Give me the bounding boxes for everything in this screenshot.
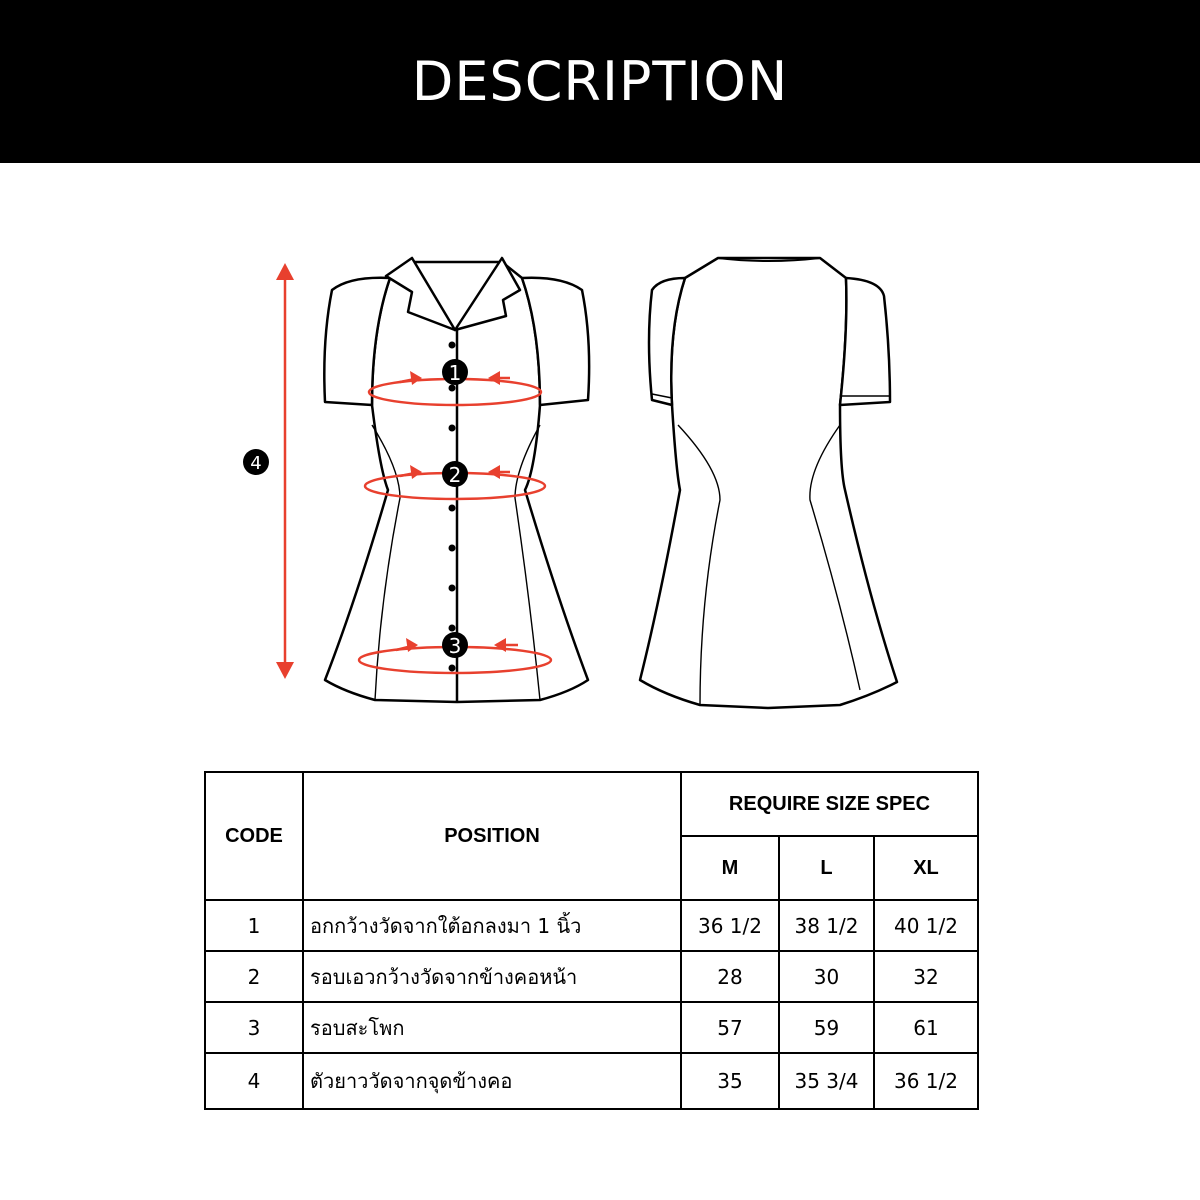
svg-text:2: 2	[448, 463, 462, 487]
marker-3	[442, 632, 468, 658]
row-value-m: 36 1/2	[681, 900, 779, 951]
row-position: อกกว้างวัดจากใต้อกลงมา 1 นิ้ว	[303, 900, 681, 951]
row-value-l: 59	[779, 1002, 874, 1053]
row-value-l: 35 3/4	[779, 1053, 874, 1109]
row-position: รอบเอวกว้างวัดจากข้างคอหน้า	[303, 951, 681, 1002]
row-position: ตัวยาววัดจากจุดข้างคอ	[303, 1053, 681, 1109]
header-bar	[0, 0, 1200, 163]
marker-2	[442, 461, 468, 487]
size-header-l: L	[779, 836, 874, 900]
table-row	[205, 900, 978, 951]
row-value-m: 57	[681, 1002, 779, 1053]
row-value-l: 38 1/2	[779, 900, 874, 951]
spec-header: REQUIRE SIZE SPEC	[681, 772, 978, 836]
garment-illustration	[0, 163, 1200, 763]
row-code: 1	[205, 900, 303, 951]
row-value-xl: 61	[874, 1002, 978, 1053]
row-code: 3	[205, 1002, 303, 1053]
marker-4	[243, 449, 269, 475]
table-row	[205, 1002, 978, 1053]
size-header-m: M	[681, 836, 779, 900]
marker-1	[442, 359, 468, 385]
svg-text:3: 3	[448, 634, 462, 658]
page-title: DESCRIPTION	[411, 50, 789, 113]
table-row	[205, 1053, 978, 1109]
code-header: CODE	[205, 772, 303, 900]
row-value-xl: 36 1/2	[874, 1053, 978, 1109]
row-value-l: 30	[779, 951, 874, 1002]
row-value-m: 35	[681, 1053, 779, 1109]
svg-text:1: 1	[448, 361, 462, 385]
size-spec-table	[204, 771, 979, 1110]
size-header-xl: XL	[874, 836, 978, 900]
table-row	[205, 951, 978, 1002]
row-code: 2	[205, 951, 303, 1002]
dress-back-drawing	[640, 258, 897, 708]
row-value-m: 28	[681, 951, 779, 1002]
position-header: POSITION	[303, 772, 681, 900]
row-value-xl: 40 1/2	[874, 900, 978, 951]
row-position: รอบสะโพก	[303, 1002, 681, 1053]
row-value-xl: 32	[874, 951, 978, 1002]
row-code: 4	[205, 1053, 303, 1109]
svg-text:4: 4	[250, 453, 262, 474]
